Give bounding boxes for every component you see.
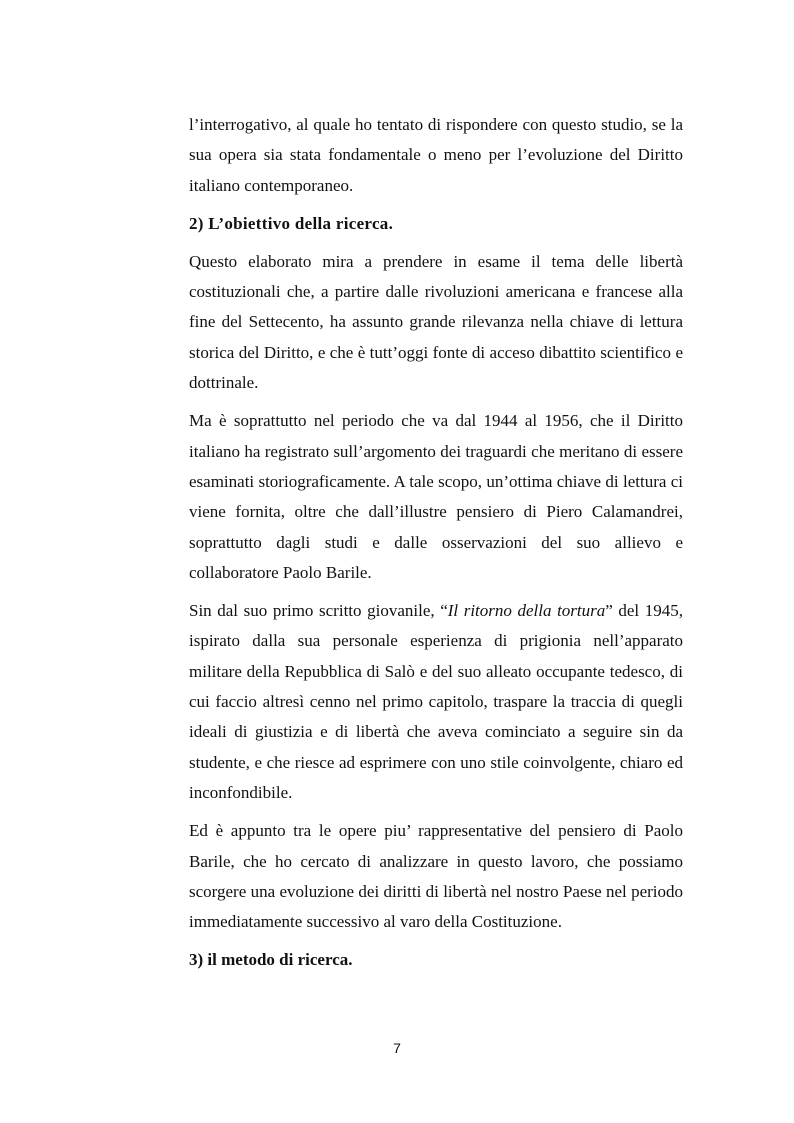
spacer (189, 588, 683, 596)
section-2-heading: 2) L’obiettivo della ricerca. (189, 213, 394, 233)
spacer (189, 398, 683, 406)
intro-paragraph: l’interrogativo, al quale ho tentato di rispondere con questo studio, se la sua opera sia stata fondamentale o meno per l’evoluzione del Diritto italiano contemporaneo. (189, 115, 683, 195)
spacer (189, 201, 683, 209)
cited-work-title: Il ritorno della tortura (447, 601, 606, 621)
spacer (189, 937, 683, 945)
spacer (189, 808, 683, 816)
section-2-paragraph-1: Questo elaborato mira a prendere in esame il tema delle libertà costituzionali che, a partire dalle rivoluzioni americana e francese alla fine del Settecento, ha assunto grande rilevanza nella chiave di lettura storica del Diritto, e che è tutt’oggi fonte di acceso dibattito scientifico e dottrinale. (189, 251, 683, 393)
spacer (189, 239, 683, 247)
paragraph-3-lead: Sin dal suo primo scritto giovanile, “ (189, 601, 448, 621)
page-number: 7 (393, 1040, 401, 1056)
page-body (189, 110, 683, 975)
section-2-paragraph-3 (189, 596, 683, 808)
paragraph-3-rest: ” del 1945, ispirato dalla sua personale esperienza di prigionia nell’apparato militare della Repubblica di Salò e del suo alleato occupante tedesco, di cui faccio altresì cenno nel primo capitolo, traspare la traccia di quegli ideali di giustizia e di libertà che aveva cominciato a seguire sin da studente, e che riesce ad esprimere con uno stile coinvolgente, chiaro ed inconfondibile. (189, 601, 683, 802)
section-3-heading: 3) il metodo di ricerca. (189, 950, 353, 970)
section-2-paragraph-4: Ed è appunto tra le opere piu’ rappresentative del pensiero di Paolo Barile, che ho cercato di analizzare in questo lavoro, che possiamo scorgere una evoluzione dei diritti di libertà nel nostro Paese nel periodo immediatamente successivo al varo della Costituzione. (189, 821, 683, 932)
section-2-paragraph-2: Ma è soprattutto nel periodo che va dal 1944 al 1956, che il Diritto italiano ha registrato sull’argomento dei traguardi che meritano di essere esaminati storiograficamente. A tale scopo, un’ottima chiave di lettura ci viene fornita, oltre che dall’illustre pensiero di Piero Calamandrei, soprattutto dagli studi e dalle osservazioni del suo allievo e collaboratore Paolo Barile. (189, 411, 683, 582)
